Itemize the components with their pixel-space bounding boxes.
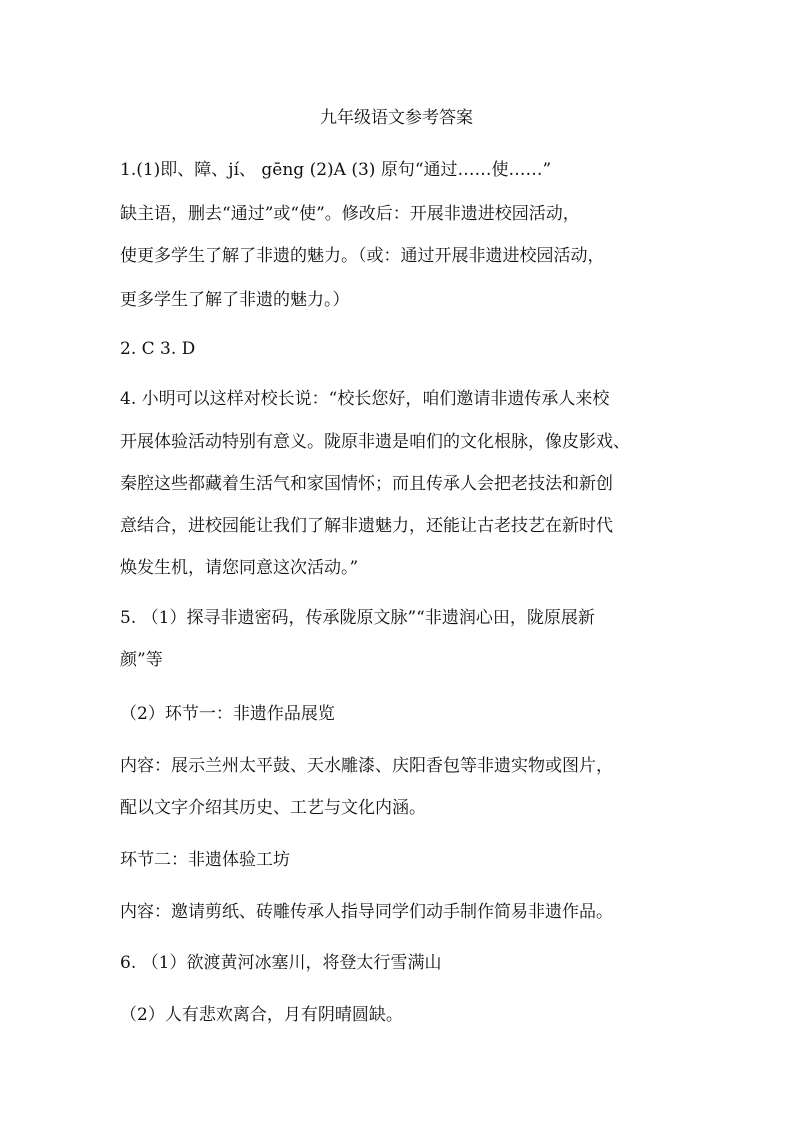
answer-line-4: 更多学生了解了非遗的魅力。）: [120, 290, 350, 310]
document-title: 九年级语文参考答案: [320, 108, 473, 128]
answer-line-12: 颜”等: [120, 650, 163, 670]
answer-line-8: 秦腔这些都藏着生活气和家国情怀；而且传承人会把老技法和新创: [120, 474, 613, 494]
answer-line-7: 开展体验活动特别有意义。陇原非遗是咱们的文化根脉，像皮影戏、: [120, 432, 630, 452]
answer-line-5: 2. C 3. D: [120, 339, 196, 359]
answer-line-15: 配以文字介绍其历史、工艺与文化内涵。: [120, 798, 426, 818]
answer-line-11: 5. （1）探寻非遗密码，传承陇原文脉”“非遗润心田，陇原展新: [120, 608, 595, 628]
answer-line-2: 缺主语，删去“通过”或“使”。修改后：开展非遗进校园活动，: [120, 204, 580, 224]
answer-line-6: 4. 小明可以这样对校长说：“校长您好，咱们邀请非遗传承人来校: [120, 389, 610, 409]
answer-line-18: 6. （1）欲渡黄河冰塞川，将登太行雪满山: [120, 953, 442, 973]
answer-line-1: 1.(1)即、障、jí、 gēng (2)A (3) 原句“通过……使……”: [120, 160, 552, 180]
answer-line-9: 意结合，进校园能让我们了解非遗魅力，还能让古老技艺在新时代: [120, 516, 613, 536]
answer-line-19: （2）人有悲欢离合，月有阴晴圆缺。: [120, 1005, 403, 1025]
answer-line-13: （2）环节一：非遗作品展览: [120, 704, 335, 724]
answer-line-10: 焕发生机，请您同意这次活动。”: [120, 558, 359, 578]
answer-line-16: 环节二：非遗体验工坊: [120, 850, 290, 870]
answer-line-14: 内容：展示兰州太平鼓、天水雕漆、庆阳香包等非遗实物或图片，: [120, 756, 613, 776]
answer-line-3: 使更多学生了解了非遗的魅力。（或：通过开展非遗进校园活动，: [120, 246, 605, 266]
answer-line-17: 内容：邀请剪纸、砖雕传承人指导同学们动手制作简易非遗作品。: [120, 902, 613, 922]
